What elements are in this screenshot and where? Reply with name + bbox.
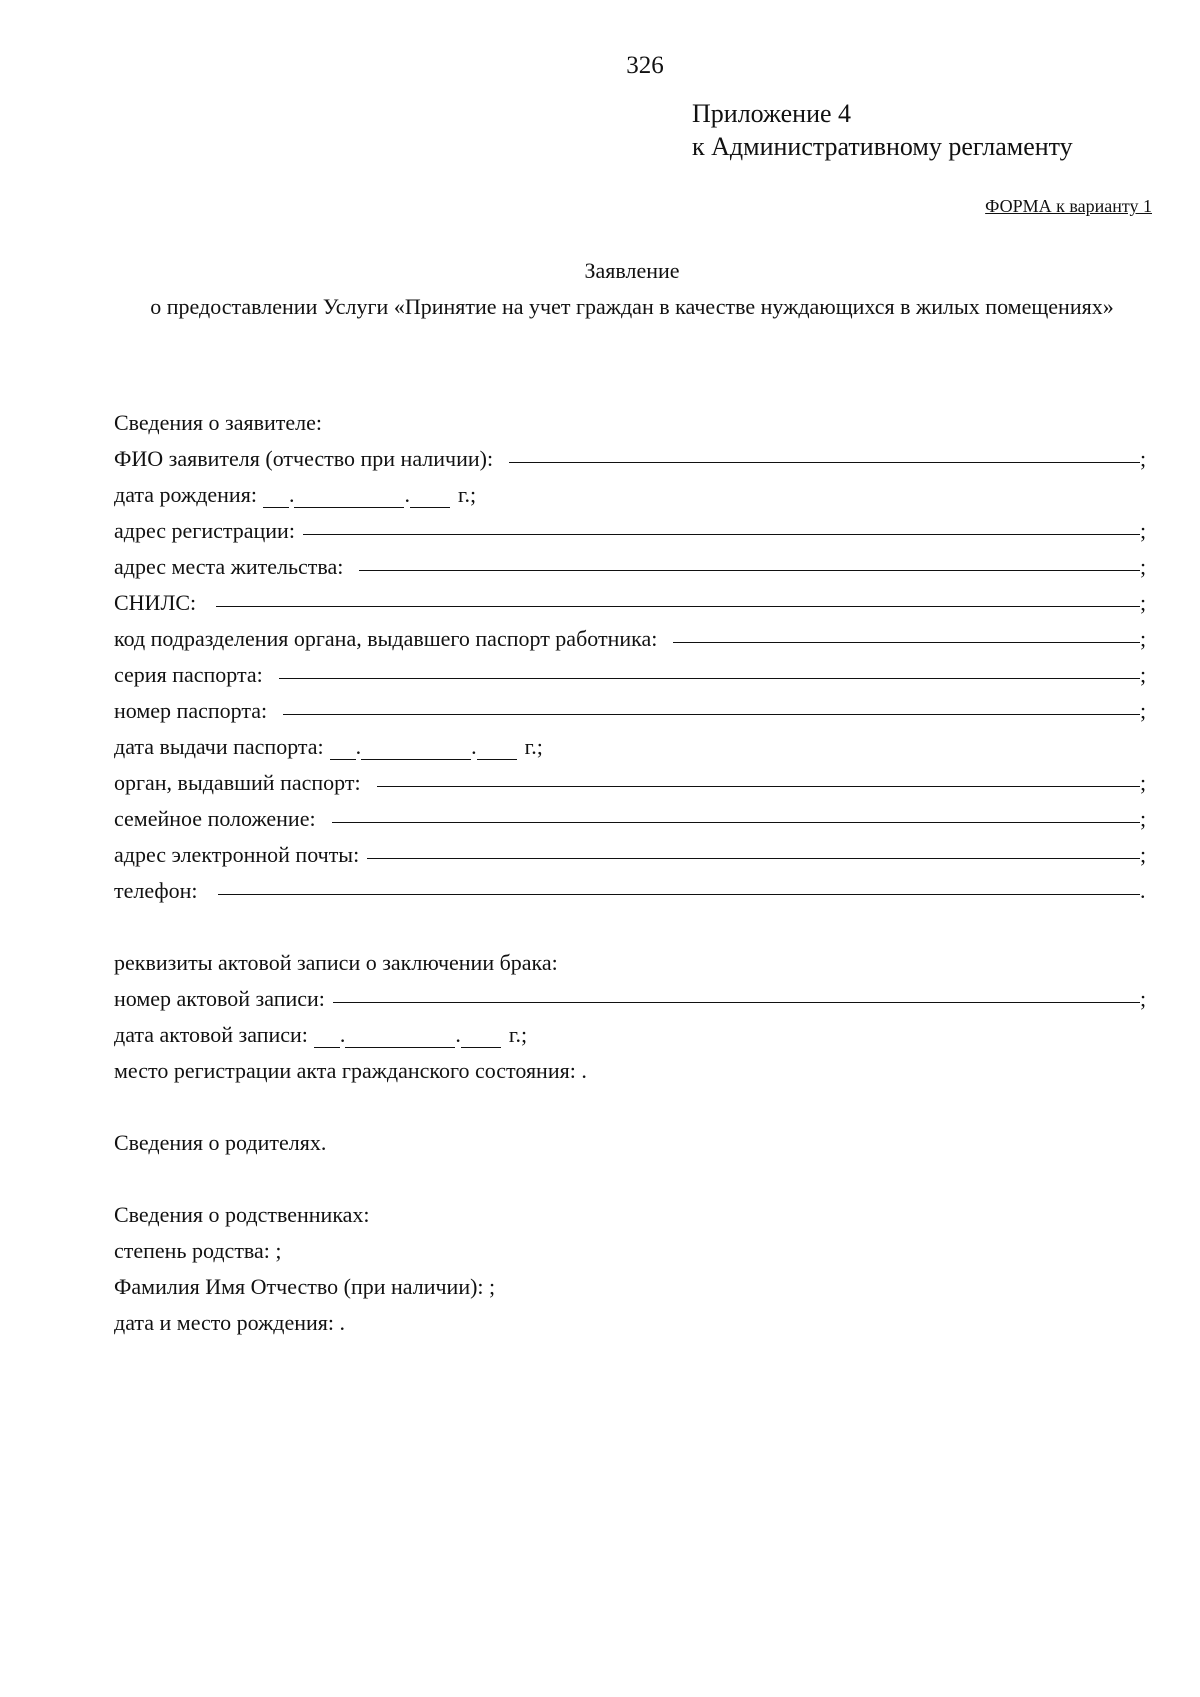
appendix-line-1: Приложение 4	[692, 99, 852, 128]
passport-issuer-label: орган, выдавший паспорт:	[114, 770, 361, 795]
phone-label: телефон:	[114, 878, 198, 903]
marital-status-row: семейное положение: ;	[114, 806, 1147, 831]
registration-place-row: место регистрации акта гражданского состояния: .	[114, 1058, 587, 1083]
passport-series-field[interactable]	[279, 677, 1140, 679]
email-field[interactable]	[367, 857, 1140, 859]
passport-series-label: серия паспорта:	[114, 662, 263, 687]
form-variant-note: ФОРМА к варианту 1	[985, 196, 1152, 216]
issue-year-field[interactable]	[477, 739, 517, 760]
residence-address-label: адрес места жительства:	[114, 554, 344, 579]
passport-issue-date-row: дата выдачи паспорта: . . г.;	[114, 734, 543, 759]
birth-year-field[interactable]	[410, 487, 450, 508]
passport-number-label: номер паспорта:	[114, 698, 268, 723]
snils-label: СНИЛС:	[114, 590, 197, 615]
residence-address-row: адрес места жительства: ;	[114, 554, 1147, 579]
fio-field[interactable]	[509, 461, 1140, 463]
birth-date-row: дата рождения: . . г.;	[114, 482, 477, 507]
passport-issuer-row: орган, выдавший паспорт: ;	[114, 770, 1147, 795]
record-date-row: дата актовой записи: . . г.;	[114, 1022, 528, 1047]
page-number: 326	[626, 52, 664, 79]
record-number-row: номер актовой записи: ;	[114, 986, 1147, 1011]
record-month-field[interactable]	[345, 1027, 455, 1048]
title-subtitle: о предоставлении Услуги «Принятие на учет граждан в качестве нуждающихся в жилых помещениях»	[150, 294, 1114, 319]
relative-name-row: Фамилия Имя Отчество (при наличии): ;	[114, 1274, 496, 1299]
phone-row: телефон: .	[114, 878, 1146, 903]
issue-month-field[interactable]	[361, 739, 471, 760]
reg-address-label: адрес регистрации:	[114, 518, 295, 543]
marital-status-field[interactable]	[332, 821, 1140, 823]
dept-code-label: код подразделения органа, выдавшего паспорт работника:	[114, 626, 658, 651]
passport-number-row: номер паспорта: ;	[114, 698, 1147, 723]
residence-address-field[interactable]	[359, 569, 1140, 571]
kinship-row: степень родства: ;	[114, 1238, 282, 1263]
birth-month-field[interactable]	[294, 487, 404, 508]
appendix-header	[692, 97, 1073, 163]
issue-day-field[interactable]	[330, 739, 356, 760]
relatives-section-label: Сведения о родственниках:	[114, 1202, 370, 1227]
record-number-label: номер актовой записи:	[114, 986, 325, 1011]
record-number-field[interactable]	[333, 1001, 1140, 1003]
passport-issue-date-label: дата выдачи паспорта:	[114, 734, 324, 759]
snils-field[interactable]	[216, 605, 1140, 607]
marriage-section-label: реквизиты актовой записи о заключении брака:	[114, 950, 558, 975]
snils-row: СНИЛС: ;	[114, 590, 1147, 615]
marital-status-label: семейное положение:	[114, 806, 316, 831]
passport-number-field[interactable]	[283, 713, 1140, 715]
passport-series-row: серия паспорта: ;	[114, 662, 1147, 687]
email-label: адрес электронной почты:	[114, 842, 360, 867]
document-title	[114, 253, 1150, 325]
reg-address-field[interactable]	[303, 533, 1140, 535]
email-row: адрес электронной почты: ;	[114, 842, 1147, 867]
dept-code-row: код подразделения органа, выдавшего паспорт работника: ;	[114, 626, 1147, 651]
fio-row: ФИО заявителя (отчество при наличии): ;	[114, 446, 1147, 471]
applicant-section-label: Сведения о заявителе:	[114, 410, 323, 435]
passport-issuer-field[interactable]	[377, 785, 1140, 787]
phone-field[interactable]	[218, 893, 1140, 895]
birth-day-field[interactable]	[263, 487, 289, 508]
reg-address-row: адрес регистрации: ;	[114, 518, 1147, 543]
birth-date-label: дата рождения:	[114, 482, 257, 507]
fio-label: ФИО заявителя (отчество при наличии):	[114, 446, 494, 471]
appendix-line-2: к Административному регламенту	[692, 132, 1073, 161]
record-year-field[interactable]	[461, 1027, 501, 1048]
title-heading: Заявление	[584, 258, 680, 283]
record-date-label: дата актовой записи:	[114, 1022, 308, 1047]
parents-section-label: Сведения о родителях.	[114, 1130, 327, 1155]
dept-code-field[interactable]	[673, 641, 1140, 643]
form-body	[114, 400, 1150, 1336]
relative-birth-row: дата и место рождения: .	[114, 1310, 346, 1335]
record-day-field[interactable]	[314, 1027, 340, 1048]
